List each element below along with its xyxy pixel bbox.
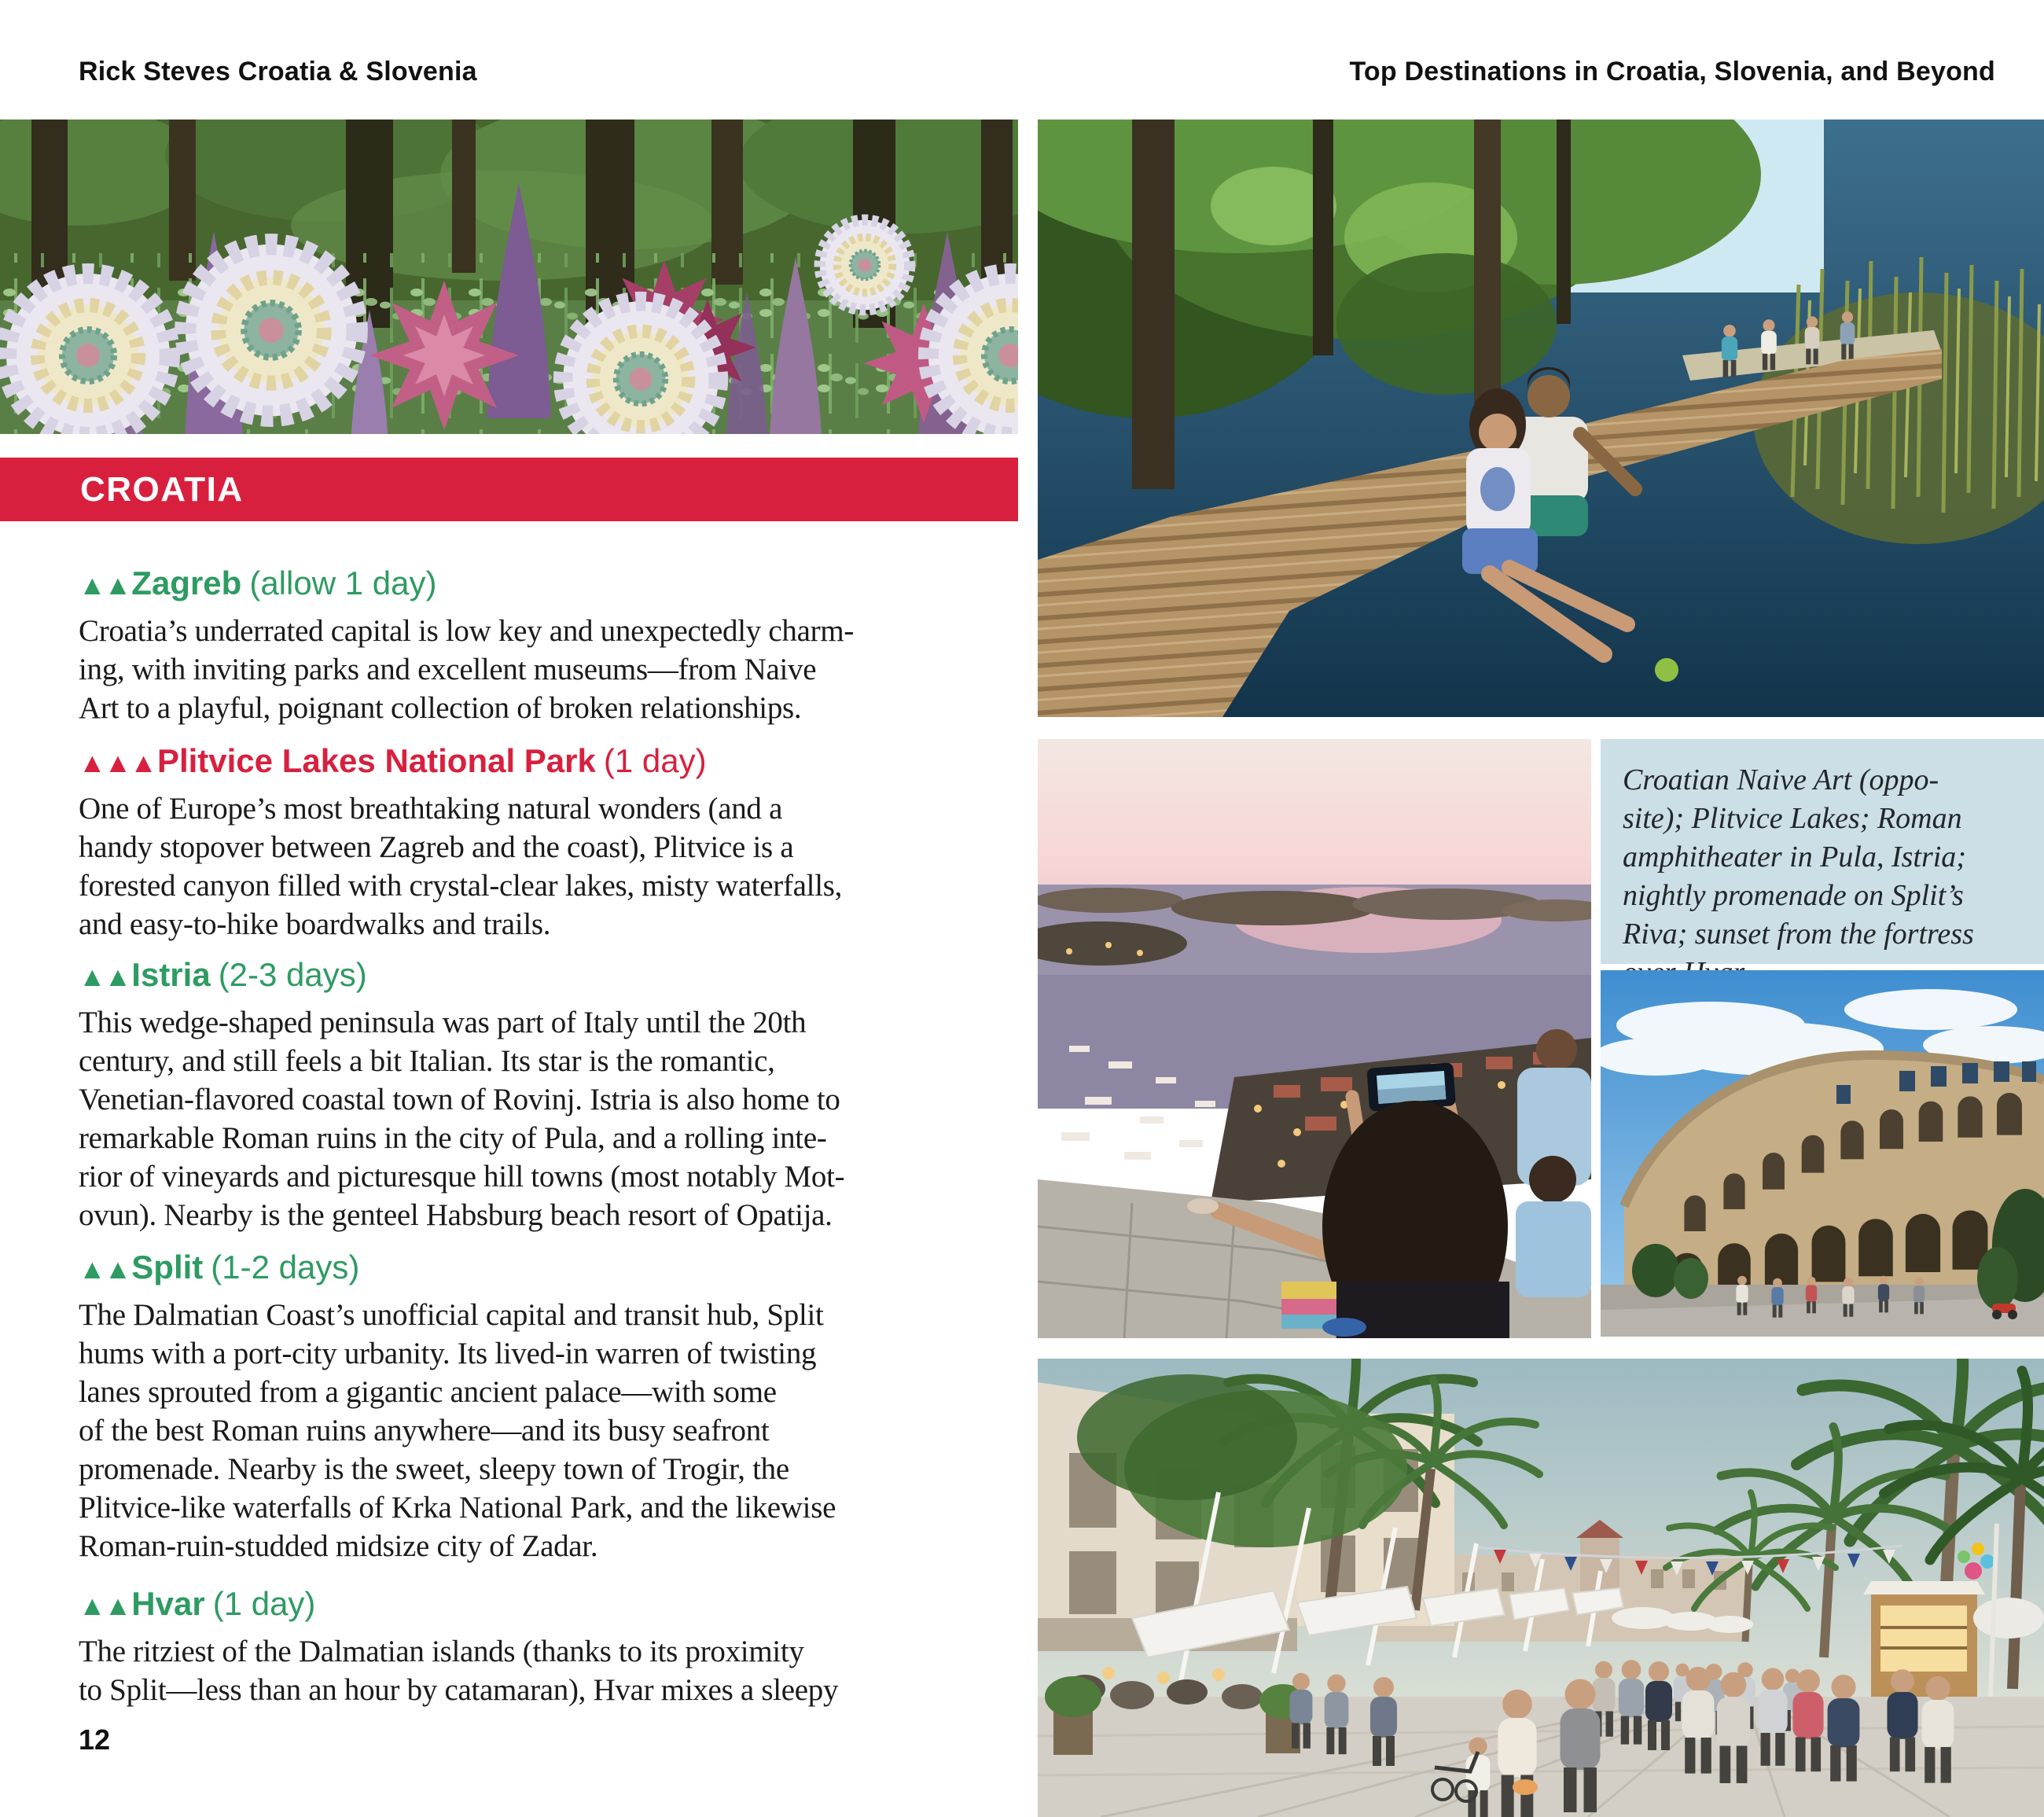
text-line: to Split—less than an hour by catamaran), Hvar mixes a sleepy	[79, 1673, 839, 1707]
bystanders	[1516, 1029, 1591, 1297]
section-heading	[79, 1585, 1002, 1625]
caption-line: amphitheater in Pula, Istria;	[1623, 840, 1966, 874]
section-duration: (allow 1 day)	[249, 565, 437, 601]
text-line: Roman-ruin-studded midsize city of Zadar.	[79, 1529, 598, 1563]
caption-line: nightly promenade on Split’s	[1623, 879, 1964, 912]
section-heading	[79, 742, 1002, 782]
split-riva-promenade-photo	[1038, 1359, 2044, 1817]
text-line: Plitvice-like waterfalls of Krka National Park, and the likewise	[79, 1491, 836, 1525]
photo-caption-text	[1623, 761, 2044, 992]
section-duration: (1 day)	[212, 1585, 316, 1622]
page-number: 12	[79, 1723, 111, 1756]
text-line: The ritziest of the Dalmatian islands (thanks to its proximity	[79, 1635, 804, 1668]
section-body	[79, 1296, 1002, 1565]
rating-triangles: ▲▲	[79, 1591, 131, 1621]
text-line: hums with a port-city urbanity. Its lived-in warren of twisting	[79, 1337, 817, 1370]
running-head-right: Top Destinations in Croatia, Slovenia, and Beyond	[1349, 57, 1995, 86]
text-line: The Dalmatian Coast’s unofficial capital and transit hub, Split	[79, 1298, 824, 1332]
text-line: Art to a playful, poignant collection of broken relationships.	[79, 691, 802, 725]
section-split	[79, 1249, 1002, 1565]
section-body	[79, 789, 1002, 943]
caption-line: Croatian Naive Art (oppo-	[1623, 763, 1939, 796]
caption-line: site); Plitvice Lakes; Roman	[1623, 802, 1962, 835]
pula-amphitheater-photo	[1601, 970, 2044, 1337]
section-body	[79, 1632, 1002, 1709]
section-heading	[79, 956, 1002, 996]
section-heading	[79, 1249, 1002, 1289]
caption-line: Riva; sunset from the fortress	[1623, 918, 1974, 951]
text-line: forested canyon filled with crystal-clear lakes, misty waterfalls,	[79, 869, 843, 903]
photo-caption-box	[1601, 739, 2044, 964]
text-line: promenade. Nearby is the sweet, sleepy town of Trogir, the	[79, 1452, 789, 1486]
section-name: Istria	[131, 956, 211, 993]
section-name: Zagreb	[131, 565, 242, 601]
rating-triangles: ▲▲	[79, 962, 131, 992]
rating-triangles: ▲▲	[79, 570, 131, 601]
plitvice-boardwalk-photo	[1038, 120, 2044, 717]
section-duration: (1 day)	[603, 742, 707, 779]
section-plitvice	[79, 742, 1002, 943]
section-name: Hvar	[131, 1585, 205, 1622]
text-line: One of Europe’s most breathtaking natural wonders (and a	[79, 792, 783, 826]
text-line: remarkable Roman ruins in the city of Pula, and a rolling inte-	[79, 1121, 827, 1155]
text-line: lanes sprouted from a gigantic ancient palace—with some	[79, 1375, 777, 1409]
text-line: century, and still feels a bit Italian. Its star is the romantic,	[79, 1044, 775, 1078]
section-hvar	[79, 1585, 1002, 1709]
croatia-banner-label: CROATIA	[80, 469, 244, 509]
croatia-section-banner	[0, 458, 1018, 521]
section-duration: (1-2 days)	[211, 1249, 360, 1286]
section-istria	[79, 956, 1002, 1234]
section-zagreb	[79, 565, 1002, 727]
text-line: handy stopover between Zagreb and the coast), Plitvice is a	[79, 830, 794, 864]
text-line: and easy-to-hike boardwalks and trails.	[79, 907, 551, 941]
text-line: Croatia’s underrated capital is low key and unexpectedly charm-	[79, 614, 855, 648]
section-duration: (2-3 days)	[218, 956, 367, 993]
hvar-sunset-photo	[1038, 739, 1591, 1338]
text-line: rior of vineyards and picturesque hill towns (most notably Mot-	[79, 1160, 845, 1194]
section-name: Plitvice Lakes National Park	[156, 742, 596, 779]
text-line: ovun). Nearby is the genteel Habsburg beach resort of Opatija.	[79, 1198, 833, 1232]
text-line: ing, with inviting parks and excellent museums—from Naive	[79, 653, 817, 686]
text-line: Venetian-flavored coastal town of Rovinj. Istria is also home to	[79, 1083, 840, 1116]
section-heading	[79, 565, 1002, 605]
section-name: Split	[131, 1249, 204, 1286]
rating-triangles: ▲▲	[79, 1254, 131, 1285]
running-head-left: Rick Steves Croatia & Slovenia	[79, 57, 477, 86]
naive-art-painting-image	[0, 120, 1018, 434]
section-body	[79, 612, 1002, 727]
text-line: of the best Roman ruins anywhere—and its busy seafront	[79, 1414, 770, 1447]
text-line: This wedge-shaped peninsula was part of Italy until the 20th	[79, 1006, 807, 1039]
rating-triangles: ▲▲▲	[79, 748, 156, 778]
section-body	[79, 1003, 1002, 1234]
